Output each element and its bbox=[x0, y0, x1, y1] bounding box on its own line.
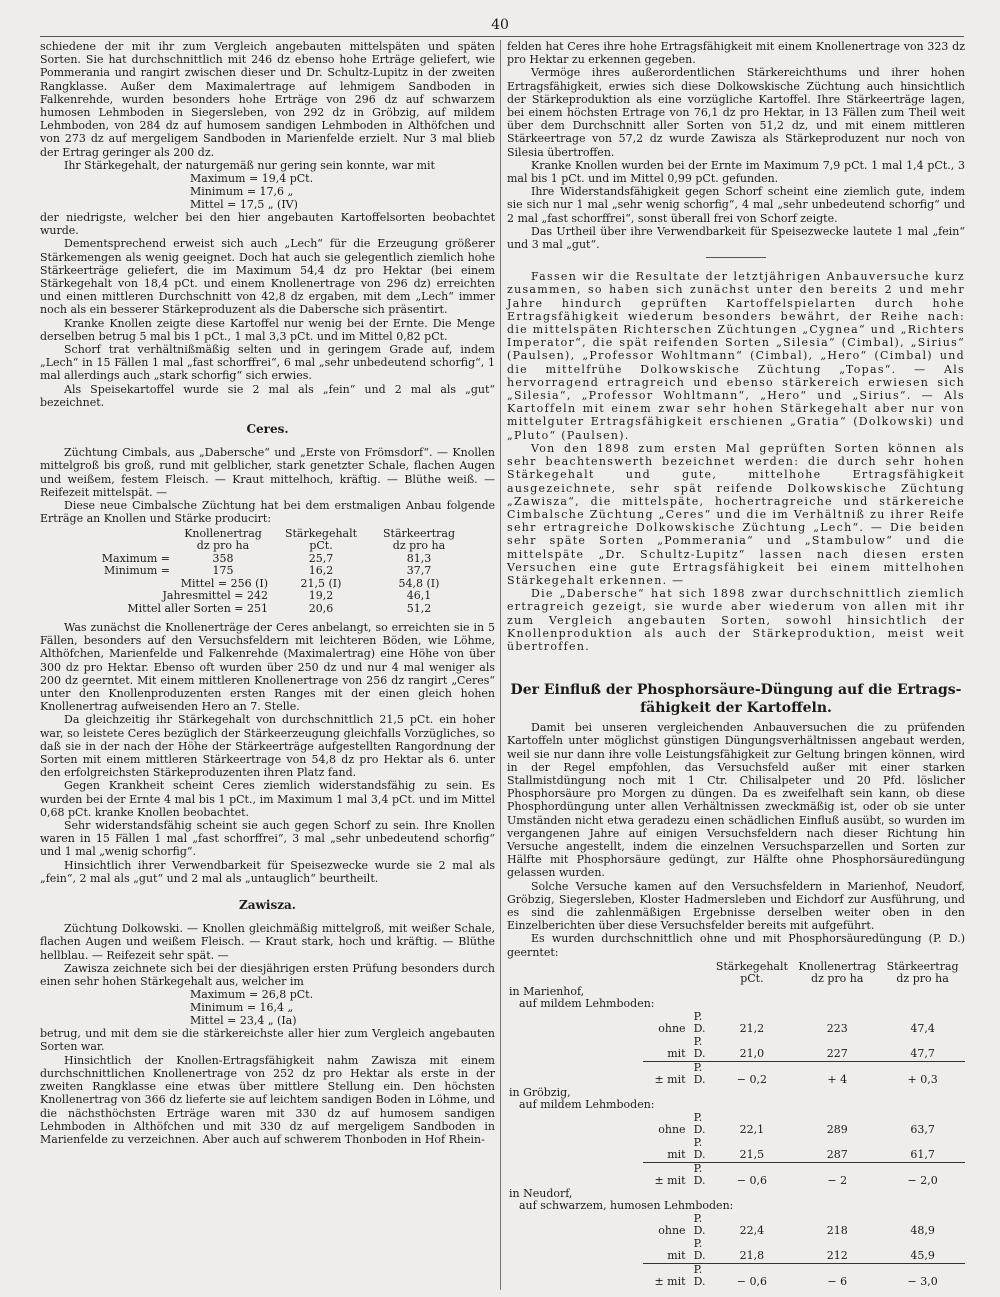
column-unit: dz pro ha bbox=[196, 539, 250, 552]
cell: 48,9 bbox=[910, 1224, 935, 1238]
cell: 223 bbox=[826, 1022, 848, 1036]
row-prefix: ohne bbox=[658, 1224, 686, 1238]
paragraph: der niedrigste, welcher bei den hier angebauten Kartoffelsorten beobachtet wurde. bbox=[40, 211, 495, 238]
row-label: Mittel aller Sorten = 251 bbox=[127, 601, 268, 615]
cell: 21,5 bbox=[739, 1148, 765, 1162]
location-label: in Gröbzig, bbox=[509, 1085, 571, 1099]
column-unit: dz pro ha bbox=[811, 972, 864, 986]
column-unit: dz pro ha bbox=[896, 972, 949, 986]
row-label: P. D. bbox=[693, 1110, 706, 1137]
cell: 47,4 bbox=[910, 1022, 935, 1036]
section-divider bbox=[706, 257, 766, 258]
starch-stats bbox=[190, 988, 495, 1027]
cell: 47,7 bbox=[910, 1047, 935, 1061]
paragraph: Züchtung Cimbals, aus „Dabersche“ und „Erste von Frömsdorf“. — Knollen mittelgroß bis groß, rund mit gelblicher, stark genetzter Schale, flachen Augen und weißem, festem Fleisch. — Kraut mittelhoch, kräftig. — Blüthe weiß. — Reifezeit mittelspät. — bbox=[40, 446, 495, 499]
row-label: P. D. bbox=[693, 1009, 706, 1036]
paragraph: Zawisza zeichnete sich bei der diesjährigen ersten Prüfung besonders durch einen sehr hohen Stärkegehalt aus, welcher im bbox=[40, 961, 495, 989]
cell: 37,7 bbox=[406, 564, 432, 577]
article-title bbox=[507, 681, 965, 717]
row-label: P. D. bbox=[693, 1211, 706, 1238]
row-prefix: ± mit bbox=[643, 1061, 690, 1087]
section-heading-zawisza: Zawisza. bbox=[239, 898, 296, 913]
paragraph: Schorf trat verhältnißmäßig selten und in geringem Grade auf, indem „Lech“ in 15 Fällen 1 mal „fast schorffrei“, 6 mal „sehr unbedeutend schorfig“, 1 mal allerdings auch „stark schorfig“ sich erwies. bbox=[40, 343, 495, 383]
column-divider bbox=[500, 40, 501, 1290]
row-label: P. D. bbox=[690, 1061, 710, 1087]
column-header: Stärkeertrag bbox=[886, 959, 959, 973]
cell: 20,6 bbox=[308, 601, 334, 615]
paragraph: Solche Versuche kamen auf den Versuchsfeldern in Marienhof, Neudorf, Gröbzig, Siegersleben, Kloster Hadmersleben und Eichdorf zur Ausführung, und es sind die zahlenmäßigen Ergebnisse derselben weiter oben in den Einzelberichten über diese Versuchsfelder bereits mit aufgeführt. bbox=[507, 879, 965, 933]
cell: 45,9 bbox=[910, 1249, 935, 1263]
cell: + 4 bbox=[794, 1061, 880, 1087]
cell: 358 bbox=[212, 551, 234, 565]
soil-label: auf mildem Lehmboden: bbox=[519, 997, 655, 1011]
table-row bbox=[507, 1213, 965, 1238]
row-prefix: mit bbox=[667, 1148, 686, 1162]
paragraph: Es wurden durchschnittlich ohne und mit Phosphorsäuredüngung (P. D.) geerntet: bbox=[507, 932, 965, 959]
left-column bbox=[40, 40, 495, 1146]
paragraph: Damit bei unseren vergleichenden Anbauversuchen die zu prüfenden Kartoffeln unter möglichst günstigen Düngungsverhältnissen angebaut werden, weil sie nur dann ihre volle Leistungsfähigkeit zur Geltung bringen können, wird in der Regel empfohlen, das Versuchsfeld außer mit einer starken Stallmistdüngung noch mit 1 Ctr. Chilisalpeter und 20 Pfd. löslicher Phosphorsäure pro Morgen zu düngen. Da es zweifelhaft sein kann, ob diese Phosphordüngung unter allen Verhältnissen zweckmäßig ist, oder ob sie unter Umständen nicht etwa geradezu einen schädlichen Einfluß ausübt, so wurden im vergangenen Jahre auf einigen Versuchsfeldern nach dieser Richtung hin Versuche angestellt, indem die einzelnen Versuchsparzellen und Sorten zur Hälfte mit Phosphorsäure gedüngt, zur Hälfte ohne Phosphorsäuredüngung gelassen wurden. bbox=[507, 721, 965, 880]
location-label: in Neudorf, bbox=[509, 1186, 573, 1200]
table-row bbox=[507, 1137, 965, 1163]
table-row bbox=[56, 603, 468, 616]
column-header: Stärkeertrag bbox=[383, 526, 455, 540]
article-title-line: fähigkeit der Kartoffeln. bbox=[640, 700, 832, 717]
cell: − 3,0 bbox=[880, 1263, 965, 1289]
cell: 25,7 bbox=[308, 551, 334, 565]
cell: 81,3 bbox=[406, 551, 432, 565]
cell: 289 bbox=[826, 1123, 848, 1137]
stat-mean: Mittel = 23,4 „ (Ia) bbox=[190, 1014, 297, 1028]
difference-row bbox=[507, 1061, 965, 1087]
cell: 46,1 bbox=[406, 589, 432, 602]
section-heading-ceres: Ceres. bbox=[246, 422, 289, 437]
paragraph: Von den 1898 zum ersten Mal geprüften Sorten können als sehr beachtenswerth bezeichnet werden: die durch sehr hohen Stärkegehalt und gute, mittelhohe Ertragsfähigkeit ausgezeichnete, sehr spät reifende Dolkowskische Züchtung „Zawisza“, die mittelspäte, hochertragreiche und stärkereiche Cimbalsche Züchtung „Ceres“ und die im Verhältniß zu ihrer Reife sehr ertragreiche Dolkowskische Züchtung „Lech“. — Die beiden sehr späte Sorten „Pommerania“ und „Stambulow“ und die mittelspäte „Dr. Schultz-Lupitz“ lassen nach diesen ersten Versuchen eine gute Ertragsfähigkeit bei einem mittelhohen Stärkegehalt erkennen. — bbox=[507, 441, 965, 587]
cell: 16,2 bbox=[308, 564, 334, 577]
row-label: P. D. bbox=[690, 1263, 710, 1289]
location-label: in Marienhof, bbox=[509, 984, 585, 998]
stat-minimum: Minimum = 17,6 „ bbox=[190, 185, 294, 199]
column-unit: pCt. bbox=[309, 539, 333, 552]
paragraph: Als Speisekartoffel wurde sie 2 mal als „fein“ und 2 mal als „gut“ bezeichnet. bbox=[40, 382, 495, 409]
cell: 19,2 bbox=[308, 589, 334, 602]
cell: 21,0 bbox=[739, 1047, 765, 1061]
row-prefix: mit bbox=[667, 1249, 686, 1263]
table-row bbox=[56, 590, 468, 603]
cell: 22,1 bbox=[739, 1123, 765, 1137]
paragraph: Züchtung Dolkowski. — Knollen gleichmäßig mittelgroß, mit weißer Schale, flachen Augen und weißem Fleisch. — Kraut stark, hoch und kräftig. — Blüthe hellblau. — Reifezeit sehr spät. — bbox=[40, 922, 495, 962]
starch-stats bbox=[190, 172, 495, 211]
row-label: P. D. bbox=[693, 1236, 706, 1263]
paragraph: Kranke Knollen wurden bei der Ernte im Maximum 7,9 pCt. 1 mal 1,4 pCt., 3 mal bis 1 pCt. und im Mittel 0,99 pCt. gefunden. bbox=[507, 158, 965, 186]
column-header: Stärkegehalt bbox=[715, 959, 788, 973]
cell: − 6 bbox=[794, 1263, 880, 1289]
row-prefix: mit bbox=[667, 1047, 686, 1061]
cell: − 0,2 bbox=[709, 1061, 794, 1087]
cell: 51,2 bbox=[406, 601, 432, 615]
paragraph: betrug, und mit dem sie die stärkereichste aller hier zum Vergleich angebauten Sorten war. bbox=[40, 1027, 495, 1054]
column-unit: pCt. bbox=[740, 972, 764, 986]
table-row bbox=[507, 1011, 965, 1036]
row-prefix: ohne bbox=[658, 1022, 686, 1036]
paragraph: Da gleichzeitig ihr Stärkegehalt von durchschnittlich 21,5 pCt. ein hoher war, so leistete Ceres bezüglich der Stärkeerzeugung gleichfalls Vorzügliches, so daß sie in der nach der Höhe der Stärkeerträge aufgestellten Rangordnung der Sorten mit einem mittleren Stärkeertrage von 54,8 dz pro Hektar als 6. unter den erfolgreichsten Stärkeproduzenten ihren Platz fand. bbox=[40, 713, 495, 780]
row-prefix: ± mit bbox=[643, 1162, 690, 1188]
column-header: Knollenertrag bbox=[184, 526, 262, 540]
cell: 21,5 (I) bbox=[300, 576, 342, 590]
cell: 175 bbox=[212, 564, 234, 577]
row-prefix: ± mit bbox=[643, 1263, 690, 1289]
paragraph: Hinsichtlich ihrer Verwendbarkeit für Speisezwecke wurde sie 2 mal als „fein“, 2 mal als „gut“ und 2 mal als „untauglich“ beurtheilt. bbox=[40, 858, 495, 885]
stat-minimum: Minimum = 16,4 „ bbox=[190, 1001, 294, 1015]
cell: 22,4 bbox=[739, 1224, 765, 1238]
paragraph: felden hat Ceres ihre hohe Ertragsfähigkeit mit einem Knollenertrage von 323 dz pro Hektar zu erkennen gegeben. bbox=[507, 40, 965, 67]
right-column bbox=[507, 40, 965, 1289]
paragraph: Gegen Krankheit scheint Ceres ziemlich widerstandsfähig zu sein. Es wurden bei der Ernte 4 mal bis 1 pCt., im Maximum 1 mal 3,4 pCt. und im Mittel 0,68 pCt. kranke Knollen beobachtet. bbox=[40, 779, 495, 819]
difference-row bbox=[507, 1162, 965, 1188]
paragraph: Ihr Stärkegehalt, der naturgemäß nur gering sein konnte, war mit bbox=[64, 158, 435, 172]
page-number: 40 bbox=[491, 17, 509, 33]
paragraph: Kranke Knollen zeigte diese Kartoffel nur wenig bei der Ernte. Die Menge derselben betrug 5 mal bis 1 pCt., 1 mal 3,3 pCt. und im Mittel 0,82 pCt. bbox=[40, 316, 495, 343]
paragraph: Vermöge ihres außerordentlichen Stärkereichthums und ihrer hohen Ertragsfähigkeit, erwies sich diese Dolkowskische Züchtung auch hinsichtlich der Stärkeproduktion als eine vorzügliche Kartoffel. Ihre Stärkeerträge lagen, bei einem höchsten Ertrage von 76,1 dz pro Hektar, in 13 Fällen zum Theil weit über dem Durchschnitt aller Sorten von 51,2 dz, und mit einem mittleren Stärkeertrage von 57,2 dz wurde Zawisza als Stärkeproduzent nur noch von Silesia übertroffen. bbox=[507, 66, 965, 159]
row-label: P. D. bbox=[690, 1162, 710, 1188]
cell: 212 bbox=[826, 1249, 848, 1263]
header-rule bbox=[40, 36, 964, 37]
column-header: Knollenertrag bbox=[798, 959, 877, 973]
row-label: Mittel = 256 (I) bbox=[180, 576, 268, 590]
paragraph: Diese neue Cimbalsche Züchtung hat bei dem erstmaligen Anbau folgende Erträge an Knollen und Stärke producirt: bbox=[40, 499, 495, 526]
column-unit: dz pro ha bbox=[392, 539, 446, 552]
cell: 54,8 (I) bbox=[398, 576, 440, 590]
stat-maximum: Maximum = 26,8 pCt. bbox=[190, 988, 314, 1002]
column-header: Stärkegehalt bbox=[284, 526, 358, 540]
row-label: Maximum = bbox=[101, 551, 170, 565]
paragraph: Die „Dabersche“ hat sich 1898 zwar durchschnittlich ziemlich ertragreich gezeigt, sie wurde aber wiederum von allen mit ihr zum Vergleich angebauten Sorten, sowohl hinsichtlich der Knollenproduktion als auch der Stärkeproduktion, meist weit übertroffen. bbox=[507, 587, 965, 653]
table-row bbox=[507, 1238, 965, 1264]
article-title-line: Der Einfluß der Phosphorsäure-Düngung auf die Ertrags- bbox=[510, 682, 962, 699]
paragraph: schiedene der mit ihr zum Vergleich angebauten mittelspäten und späten Sorten. Sie hat durchschnittlich mit 246 dz ebenso hohe Erträge geliefert, wie Pommerania und rangirt zwischen dieser und Dr. Schultz-Lupitz in der zweiten Rangklasse. Außer dem Maximalertrage auf lehmigem Sandboden in Falkenrehde, wurden besonders hohe Erträge von 296 dz auf schwarzem humosen Lehmboden in Siegersleben, von 292 dz in Gröbzig, auf mildem Lehmboden, von 284 dz auf humosem sandigen Lehmboden in Althöfchen und von 273 dz auf mergeligem Sandboden in Marienfelde erzielt. Nur 3 mal blieb der Ertrag geringer als 200 dz. bbox=[40, 40, 495, 159]
phosphate-table bbox=[507, 961, 965, 1289]
ceres-yield-table bbox=[56, 528, 468, 616]
paragraph: Sehr widerstandsfähig scheint sie auch gegen Schorf zu sein. Ihre Knollen waren in 15 Fällen 1 mal „fast schorffrei“, 3 mal „sehr unbedeutend schorfig“ und 1 mal „wenig schorfig“. bbox=[40, 819, 495, 859]
cell: 287 bbox=[826, 1148, 848, 1162]
row-prefix: ohne bbox=[658, 1123, 686, 1137]
table-row bbox=[56, 565, 468, 578]
cell: 63,7 bbox=[910, 1123, 935, 1137]
cell: − 0,6 bbox=[709, 1162, 794, 1188]
stat-mean: Mittel = 17,5 „ (IV) bbox=[190, 198, 298, 212]
cell: 21,2 bbox=[739, 1022, 765, 1036]
spacer bbox=[507, 653, 965, 681]
paragraph: Hinsichtlich der Knollen-Ertragsfähigkeit nahm Zawisza mit einem durchschnittlichen Knollenertrage von 252 dz pro Hektar als erste in der zweiten Rangklasse eine etwas über mittlere Stellung ein. Den höchsten Knollenertrag von 366 dz lieferte sie auf leichtem sandigen Boden in Löhme, und die nächsthöchsten Erträge waren mit 330 dz auf humosem sandigen Lehmboden in Althöfchen und mit 330 dz auf mergeligem Sandboden in Marienfelde zu verzeichnen. Aber auch auf schwerem Thonboden in Hof Rhein- bbox=[40, 1053, 495, 1146]
paragraph: Ihre Widerstandsfähigkeit gegen Schorf scheint eine ziemlich gute, indem sie sich nur 1 mal „sehr wenig schorfig“, 4 mal „sehr unbedeutend schorfig“ und 2 mal „fast schorffrei“, sonst überall frei von Schorf zeigte. bbox=[507, 185, 965, 225]
paragraph: Dementsprechend erweist sich auch „Lech“ für die Erzeugung größerer Stärkemengen als wenig geeignet. Doch hat auch sie gelegentlich ziemlich hohe Stärkeerträge geliefert, die im Maximum 54,4 dz pro Hektar (bei einem Stärkegehalt von 18,4 pCt. und einem Knollenertrage von 296 dz) erreichten und einen mittleren Durchschnitt von 42,8 dz ergaben, mit dem „Lech“ immer noch als ein besserer Stärkeproduzent als die Dabersche sich präsentirt. bbox=[40, 237, 495, 317]
paragraph: Das Urtheil über ihre Verwendbarkeit für Speisezwecke lautete 1 mal „fein“ und 3 mal „gut“. bbox=[507, 224, 965, 252]
cell: + 0,3 bbox=[880, 1061, 965, 1087]
cell: − 0,6 bbox=[709, 1263, 794, 1289]
soil-label: auf mildem Lehmboden: bbox=[519, 1098, 655, 1112]
cell: − 2 bbox=[794, 1162, 880, 1188]
row-label: P. D. bbox=[693, 1135, 706, 1162]
paragraph: Fassen wir die Resultate der letztjährigen Anbauversuche kurz zusammen, so haben sich zunächst unter den bereits 2 und mehr Jahre hindurch geprüften Kartoffelspielarten durch hohe Ertragsfähigkeit wiederum besonders bewährt, der Reihe nach: die mittelspäten Richterschen Züchtungen „Cygnea“ und „Richters Imperator“, die spät reifenden Sorten „Silesia“ (Cimbal), „Sirius“ (Paulsen), „Professor Wohltmann“ (Cimbal), „Hero“ (Cimbal) und die mittelfrühe Dolkowskische Züchtung „Topas“. — Als hervorragend ertragreich und ebenso stärkereich erwiesen sich „Silesia“, „Professor Wohltmann“, „Hero“ und „Sirius“. — Als Kartoffeln mit einem zwar sehr hohen Stärkegehalt aber nur von mittelguter Ertragsfähigkeit erschienen „Gratia“ (Dolkowski) und „Pluto“ (Paulsen). bbox=[507, 270, 965, 442]
soil-label: auf schwarzem, humosen Lehmboden: bbox=[519, 1199, 734, 1213]
row-label: Minimum = bbox=[103, 564, 170, 577]
stat-maximum: Maximum = 19,4 pCt. bbox=[190, 172, 314, 186]
cell: 218 bbox=[826, 1224, 848, 1238]
cell: 21,8 bbox=[739, 1249, 765, 1263]
paragraph: Was zunächst die Knollenerträge der Ceres anbelangt, so erreichten sie in 5 Fällen, besonders auf den Versuchsfeldern mit leichteren Böden, wie Löhme, Althöfchen, Marienfelde und Falkenrehde (Maximalertrag) eine Höhe von über 300 dz pro Hektar. Ebenso oft wurden über 250 dz und nur 4 mal weniger als 200 dz geerntet. Mit einem mittleren Knollenertrage von 256 dz rangirt „Ceres“ unter den Knollenproduzenten ersten Ranges mit der einen gleich hohen Knollenertrag aufweisenden Hero an 7. Stelle. bbox=[40, 621, 495, 714]
cell: 61,7 bbox=[910, 1148, 935, 1162]
cell: − 2,0 bbox=[880, 1162, 965, 1188]
row-label: Jahresmittel = 242 bbox=[162, 589, 268, 602]
difference-row bbox=[507, 1263, 965, 1289]
cell: 227 bbox=[826, 1047, 848, 1061]
table-row bbox=[507, 1036, 965, 1062]
row-label: P. D. bbox=[693, 1034, 706, 1061]
table-row bbox=[507, 1112, 965, 1137]
